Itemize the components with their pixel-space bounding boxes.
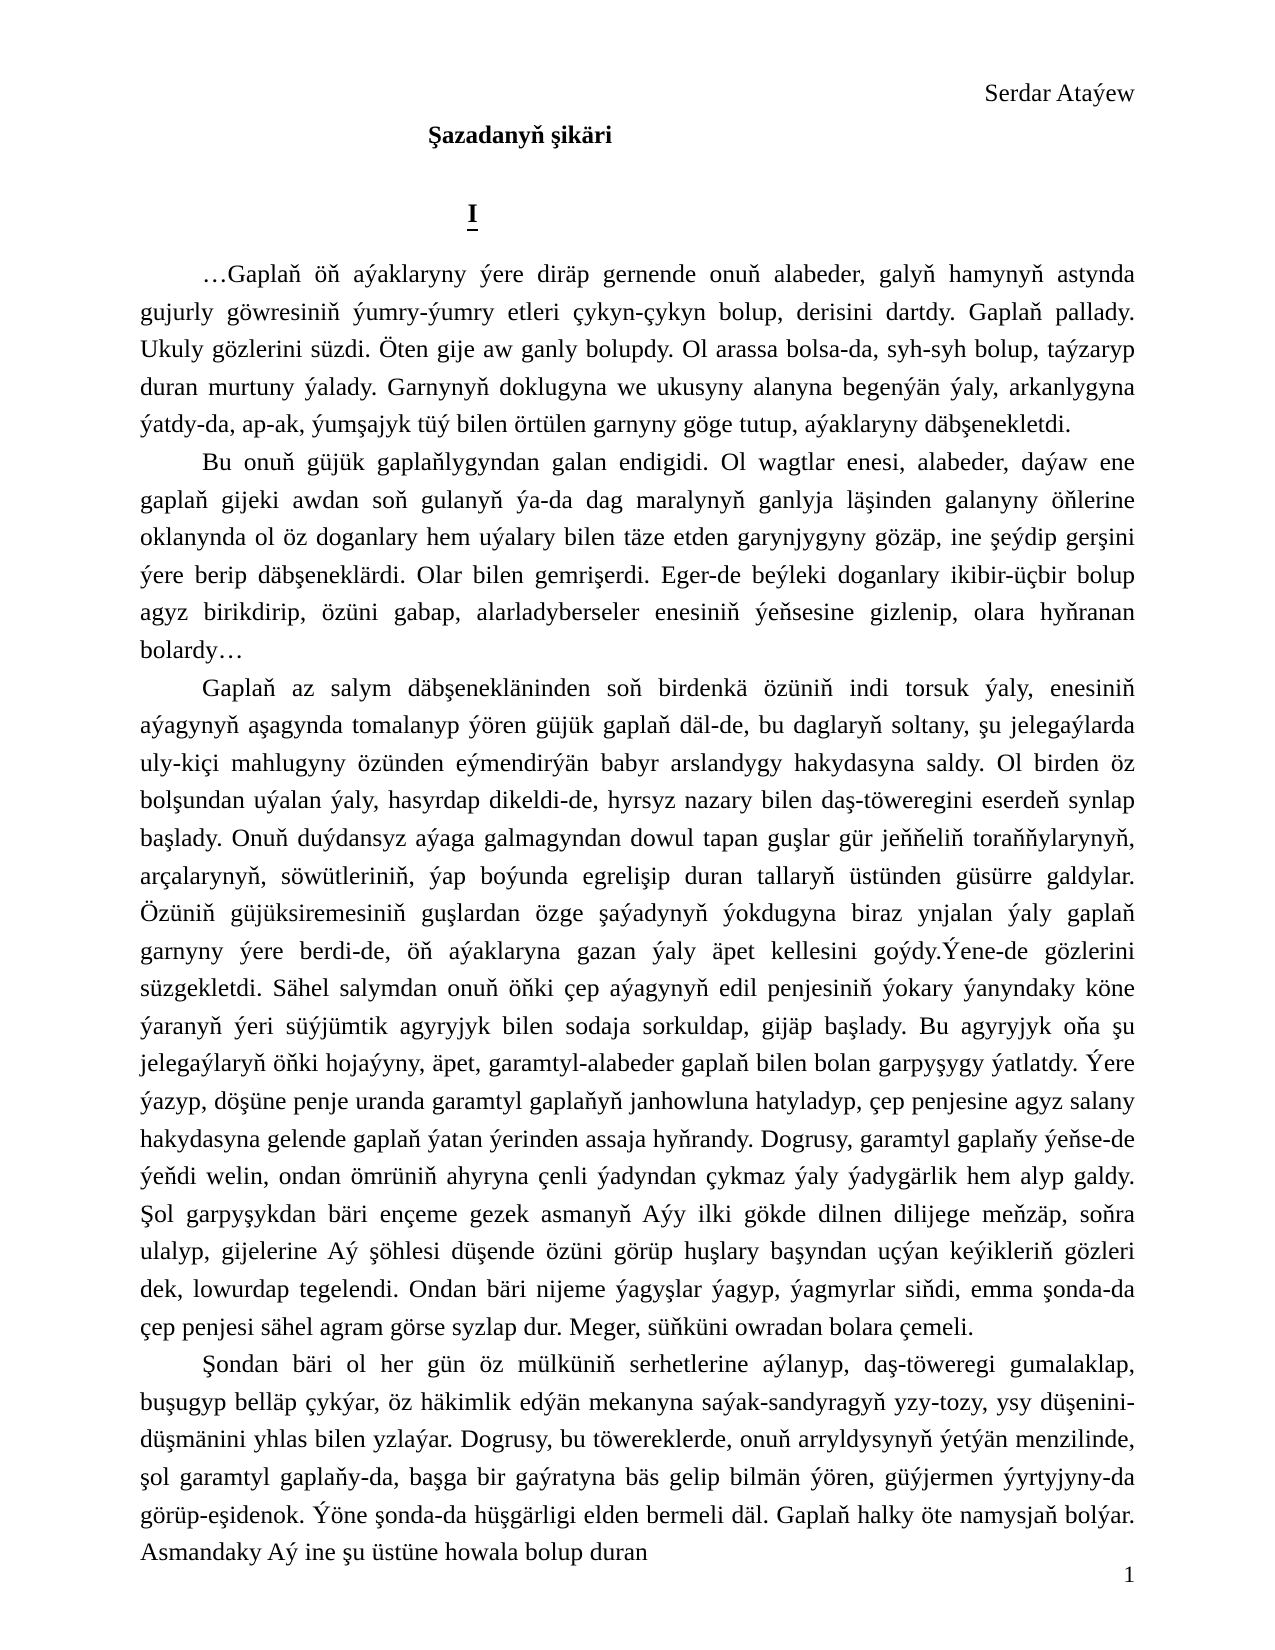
section-numeral-text: I: [467, 199, 477, 231]
paragraph: …Gaplaň öň aýaklaryny ýere diräp gernende onuň alabeder, galyň hamynyň astynda gujurly göwresiniň ýumry-ýumry etleri çykyn-çykyn bolup, derisini dartdy. Gaplaň pallady. Ukuly gözlerini süzdi. Öten gije aw ganly bolupdy. Ol arassa bolsa-da, syh-syh bolup, taýzaryp duran murtuny ýalady. Garnynyň doklugyna we ukusyny alanyna begenýän ýaly, arkanlygyna ýatdy-da, ap-ak, ýumşajyk tüý bilen örtülen garnyny göge tutup, aýaklaryny däbşenekletdi.: [140, 259, 1135, 439]
page-title: Şazadanyň şikäri: [428, 121, 613, 149]
paragraph: Şondan bäri ol her gün öz mülküniň serhetlerine aýlanyp, daş-töweregi gumalaklap, buşugyp belläp çykýar, öz häkimlik edýän mekanyna saýak-sandyragyň yzy-tozy, ysy düşenini-düşmänini yhlas bilen yzlaýar. Dogrusy, bu töwereklerde, onuň arryldysynyň ýetýän menzilinde, şol garamtyl gaplaňy-da, başga bir gaýratyna bäs gelip bilmän ýören, güýjermen ýyrtyjyny-da görüp-eşidenok. Ýöne şonda-da hüşgärligi elden bermeli däl. Gaplaň halky öte namysjaň bolýar. Asmandaky Aý ine şu üstüne howala bolup duran: [140, 1349, 1135, 1567]
body-text: [140, 255, 1135, 1571]
section-numeral: [140, 199, 1135, 229]
author-name: Serdar Ataýew: [984, 80, 1135, 107]
paragraph: Gaplaň az salym däbşenekläninden soň birdenkä özüniň indi torsuk ýaly, enesiniň aýagynyň aşagynda tomalanyp ýören güjük gaplaň däl-de, bu daglaryň soltany, şu jelegaýlarda uly-kiçi mahlugyny özünden eýmendirýän babyr arslandygy hakydasyna saldy. Ol birden öz bolşundan uýalan ýaly, hasyrdap dikeldi-de, hyrsyz nazary bilen daş-töweregini eserdeň synlap başlady. Onuň duýdansyz aýaga galmagyndan dowul tapan guşlar gür jeňňeliň toraňňylarynyň, arçalarynyň, söwütleriniň, ýap boýunda egrelişip duran tallaryň üstünden güsürre galdylar. Özüniň güjüksiremesiniň guşlardan özge şaýadynyň ýokdugyna biraz ynjalan ýaly gaplaň garnyny ýere berdi-de, öň aýaklaryna gazan ýaly äpet kellesini goýdy.Ýene-de gözlerini süzgekletdi. Sähel salymdan onuň öňki çep aýagynyň edil penjesiniň ýokary ýanyndaky köne ýaranyň ýeri süýjümtik agyryjyk bilen sodaja sorkuldap, gijäp başlady. Bu agyryjyk oňa şu jelegaýlaryň öňki hojaýyny, äpet, garamtyl-alabeder gaplaň bilen bolan garpyşygy ýatlatdy. Ýere ýazyp, döşüne penje uranda garamtyl gaplaňyň janhowluna hatyladyp, çep penjesine agyz salany hakydasyna gelende gaplaň ýatan ýerinden assaja hyňrandy. Dogrusy, garamtyl gaplaňy ýeňse-de ýeňdi welin, ondan ömrüniň ahyryna çenli ýadyndan çykmaz ýaly ýadygärlik hem alyp galdy. Şol garpyşykdan bäri ençeme gezek asmanyň Aýy ilki gökde dilnen dilijege meňzäp, soňra ulalyp, gijelerine Aý şöhlesi düşende özüni görüp huşlary başyndan uçýan keýikleriň gözleri dek, lowurdap tegelendi. Ondan bäri nijeme ýagyşlar ýagyp, ýagmyrlar siňdi, emma şonda-da çep penjesi sähel agram görse syzlap dur. Meger, süňküni owradan bolara çemeli.: [140, 672, 1135, 1341]
paragraph: Bu onuň güjük gaplaňlygyndan galan endigidi. Ol wagtlar enesi, alabeder, daýaw ene gaplaň gijeki awdan soň gulanyň ýa-da dag maralynyň ganlyja läşinden galanyny öňlerine oklanynda ol öz doganlary hem uýalary bilen täze etden garynjygyny gözäp, ine şeýdip gerşini ýere berip däbşeneklärdi. Olar bilen gemrişerdi. Eger-de beýleki doganlary ikibir-üçbir bolup agyz birikdirip, özüni gabap, alarladyberseler enesiniň ýeňsesine gizlenip, olara hyňranan bolardy…: [140, 446, 1135, 664]
page-number: 1: [1123, 1562, 1135, 1587]
